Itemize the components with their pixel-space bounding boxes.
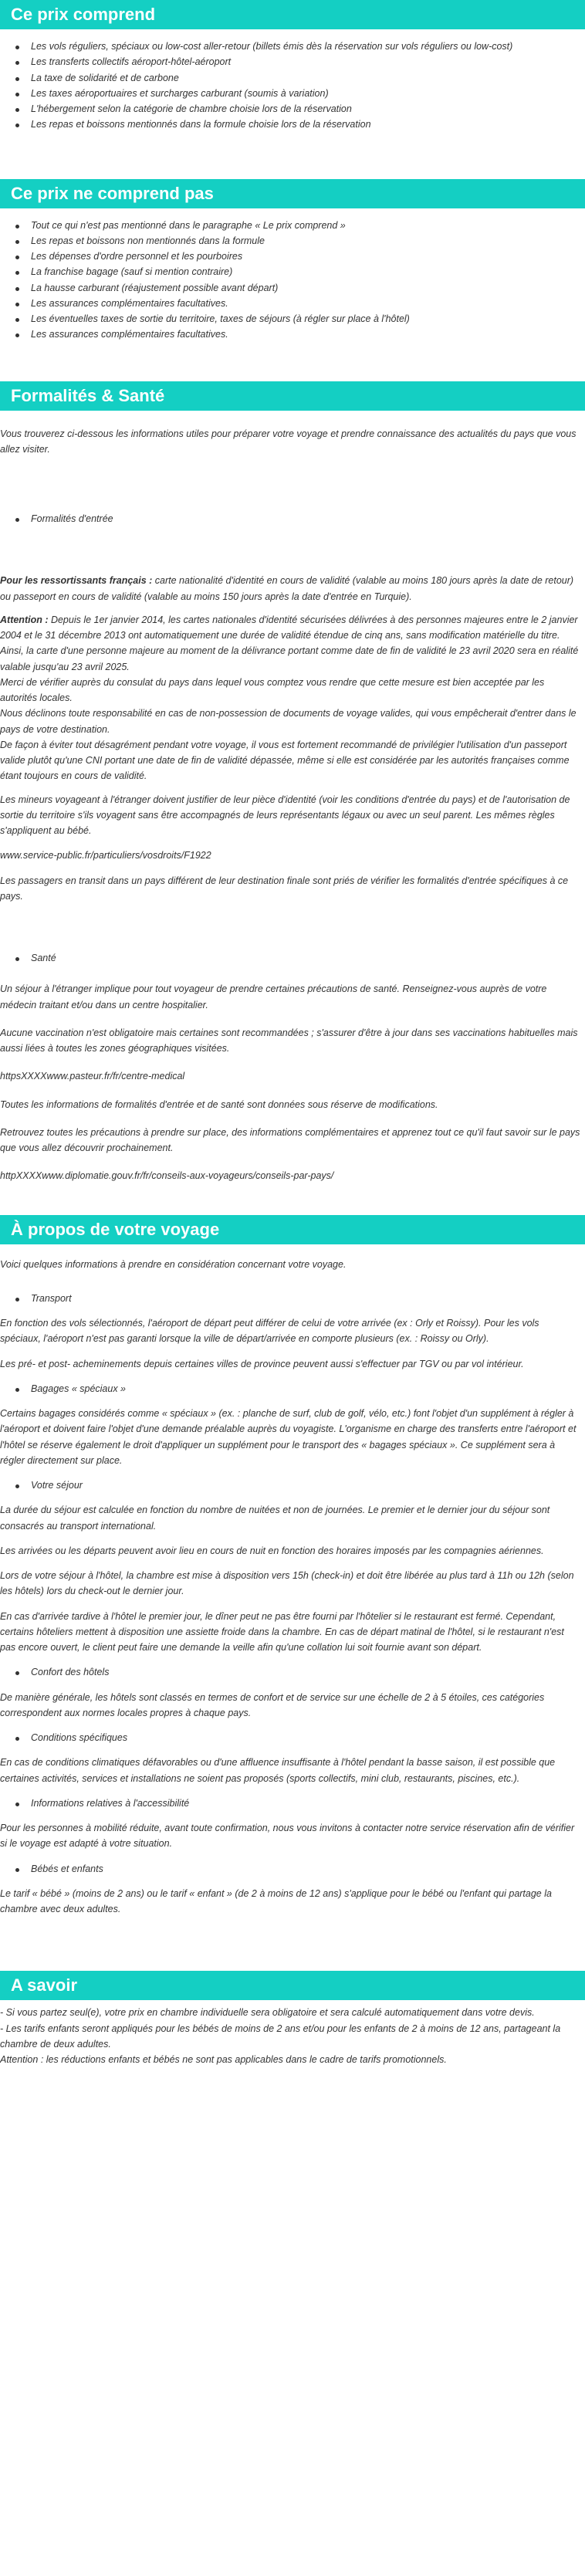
formalites-intro: Vous trouverez ci-dessous les informations utiles pour préparer votre voyage et prendre connaissance des actualités du pays que vous allez visiter.	[0, 428, 577, 455]
vaccination-paragraph: Aucune vaccination n'est obligatoire mais certaines sont recommandées ; s'assurer d'être à jour dans ses vaccinations habituelles mais aussi liées à toutes les zones géographiques visitées.	[0, 1027, 578, 1054]
list-item: Les assurances complémentaires facultatives.	[0, 296, 585, 311]
accessibilite-paragraph: Pour les personnes à mobilité réduite, avant toute confirmation, nous vous invitons à contacter notre service réservation afin de vérifier si le voyage est adapté à votre situation.	[0, 1823, 575, 1850]
facon-paragraph: De façon à éviter tout désagrément pendant votre voyage, il vous est fortement recommandé de privilégier l'utilisation d'un passeport valide plutôt qu'une CNI portant une date de fin de validité dépassée, même si elle est considérée par les autorités françaises comme étant toujours en cours de validité.	[0, 739, 570, 782]
diplomatie-link[interactable]: httpXXXXwww.diplomatie.gouv.fr/fr/conseils-aux-voyageurs/conseils-par-pays/	[0, 1170, 334, 1182]
a-savoir-line-3: Attention : les réductions enfants et bébés ne sont pas applicables dans le cadre de tarifs promotionnels.	[0, 2054, 447, 2065]
list-item: Les repas et boissons mentionnés dans la formule choisie lors de la réservation	[0, 117, 585, 132]
prix-comprend-list	[0, 39, 585, 133]
ressortissants-label: Pour les ressortissants français :	[0, 575, 153, 587]
attention-label: Attention :	[0, 614, 49, 625]
transport-heading: Transport	[0, 1291, 585, 1306]
reserve-paragraph: Toutes les informations de formalités d'entrée et de santé sont données sous réserve de modifications.	[0, 1098, 438, 1110]
section-title-a-propos-voyage: À propos de votre voyage	[0, 1215, 585, 1244]
retrouvez-paragraph: Retrouvez toutes les précautions à prendre sur place, des informations complémentaires et apprenez tout ce qu'il faut savoir sur le pays que vous allez découvrir prochainement.	[0, 1126, 580, 1153]
list-item: Les dépenses d'ordre personnel et les pourboires	[0, 249, 585, 264]
list-item: Tout ce qui n'est pas mentionné dans le paragraphe « Le prix comprend »	[0, 218, 585, 233]
list-item: La hausse carburant (réajustement possible avant départ)	[0, 280, 585, 296]
section-title-a-savoir: A savoir	[0, 1971, 585, 2000]
conditions-paragraph: En cas de conditions climatiques défavorables ou d'une affluence insuffisante à l'hôtel pendant la basse saison, il est possible que certaines activités, services et installations ne soient pas proposés (sports collectifs, mini club, restaurants, piscines, etc.).	[0, 1757, 556, 1784]
list-item: La taxe de solidarité et de carbone	[0, 70, 585, 86]
list-item: L'hébergement selon la catégorie de chambre choisie lors de la réservation	[0, 101, 585, 117]
transit-paragraph: Les passagers en transit dans un pays différent de leur destination finale sont priés de vérifier les formalités d'entrée spécifiques à ce pays.	[0, 875, 569, 902]
formalites-entree-heading: Formalités d'entrée	[0, 511, 585, 526]
list-item: La franchise bagage (sauf si mention contraire)	[0, 264, 585, 279]
mineurs-paragraph: Les mineurs voyageant à l'étranger doivent justifier de leur pièce d'identité (voir les conditions d'entrée du pays) et de l'autorisation de sortie du territoire s'ils voyagent sans être accompagnés de leurs représentants légaux ou avec un seul parent. Les mêmes règles s'appliquent au bébé.	[0, 794, 570, 836]
prix-ne-comprend-pas-list	[0, 218, 585, 343]
bagages-heading: Bagages « spéciaux »	[0, 1381, 585, 1396]
list-item: Les assurances complémentaires facultatives.	[0, 327, 585, 342]
sejour-paragraph-2: Les arrivées ou les départs peuvent avoir lieu en cours de nuit en fonction des horaires imposés par les compagnies aériennes.	[0, 1545, 544, 1556]
sejour-heading: Votre séjour	[0, 1478, 585, 1493]
conditions-heading: Conditions spécifiques	[0, 1730, 585, 1745]
transport-paragraph-2: Les pré- et post- acheminements depuis certaines villes de province peuvent aussi s'effectuer par TGV ou par vol intérieur.	[0, 1358, 524, 1369]
sante-intro: Un séjour à l'étranger implique pour tout voyageur de prendre certaines précautions de santé. Renseignez-vous auprès de votre médecin traitant et/ou dans un centre hospitalier.	[0, 983, 547, 1010]
transport-paragraph-1: En fonction des vols sélectionnés, l'aéroport de départ peut différer de celui de votre arrivée (ex : Orly et Roissy). Pour les vols spéciaux, l'aéroport n'est pas garanti lorsque la ville de départ/arrivée en comporte plusieurs (ex. : Roissy ou Orly).	[0, 1318, 539, 1345]
confort-paragraph: De manière générale, les hôtels sont classés en termes de confort et de service sur une échelle de 2 à 5 étoiles, ces catégories correspondent aux normes locales propres à chaque pays.	[0, 1691, 545, 1718]
sante-heading: Santé	[0, 950, 585, 966]
confort-heading: Confort des hôtels	[0, 1664, 585, 1680]
section-title-prix-comprend: Ce prix comprend	[0, 0, 585, 29]
declinons-paragraph: Nous déclinons toute responsabilité en cas de non-possession de documents de voyage valides, qui vous empêcherait d'entrer dans le pays de votre destination.	[0, 708, 577, 735]
list-item: Les taxes aéroportuaires et surcharges carburant (soumis à variation)	[0, 86, 585, 101]
bagages-paragraph: Certains bagages considérés comme « spéciaux » (ex. : planche de surf, club de golf, vélo, etc.) font l'objet d'un supplément à régler à l'aéroport et doivent faire l'objet d'une demande préalable auprès du voyagiste. L'organisme en charge des transferts entre l'aéroport et l'hôtel se réserve également le droit d'appliquer un supplément pour le transport des « bagages spéciaux ». Ce supplément sera à régler directement sur place.	[0, 1408, 577, 1466]
sejour-paragraph-4: En cas d'arrivée tardive à l'hôtel le premier jour, le dîner peut ne pas être fourni par l'hôtelier si le restaurant est fermé. Cependant, certains hôteliers mettent à disposition une assiette froide dans la chambre. En cas de départ matinal de l'hôtel, si le restaurant n'est pas encore ouvert, le client peut faire une demande la veille afin qu'une collation lui soit fournie avant son départ.	[0, 1610, 564, 1653]
list-item: Les vols réguliers, spéciaux ou low-cost aller-retour (billets émis dès la réservation sur vols réguliers ou low-cost)	[0, 39, 585, 54]
attention-text: Depuis le 1er janvier 2014, les cartes nationales d'identité sécurisées délivrées à des personnes majeures entre le 2 janvier 2004 et le 31 décembre 2013 ont automatiquement une durée de validité étendue de cinq ans, sans modification matérielle du titre. Ainsi, la carte d'une personne majeure au moment de la délivrance portant comme date de fin de validité le 23 avril 2020 sera en réalité valable jusqu'au 23 avril 2025.	[0, 614, 579, 672]
accessibilite-heading: Informations relatives à l'accessibilité	[0, 1796, 585, 1811]
ressortissants-francais-paragraph	[0, 573, 585, 604]
list-item: Les éventuelles taxes de sortie du territoire, taxes de séjours (à régler sur place à l'hôtel)	[0, 311, 585, 327]
bebes-paragraph: Le tarif « bébé » (moins de 2 ans) ou le tarif « enfant » (de 2 à moins de 12 ans) s'applique pour le bébé ou l'enfant qui partage la chambre avec deux adultes.	[0, 1887, 552, 1914]
list-item: Les repas et boissons non mentionnés dans la formule	[0, 233, 585, 249]
section-title-formalites-sante: Formalités & Santé	[0, 381, 585, 411]
sejour-paragraph-1: La durée du séjour est calculée en fonction du nombre de nuitées et non de journées. Le premier et le dernier jour du séjour sont consacrés au transport international.	[0, 1505, 550, 1532]
bebes-heading: Bébés et enfants	[0, 1861, 585, 1877]
service-public-link[interactable]: www.service-public.fr/particuliers/vosdroits/F1922	[0, 850, 211, 861]
sejour-paragraph-3: Lors de votre séjour à l'hôtel, la chambre est mise à disposition vers 15h (check-in) et doit être libérée au plus tard à 11h ou 12h (selon les hôtels) lors du check-out le dernier jour.	[0, 1570, 574, 1597]
pasteur-link[interactable]: httpsXXXXwww.pasteur.fr/fr/centre-medical	[0, 1071, 185, 1082]
voyage-intro: Voici quelques informations à prendre en considération concernant votre voyage.	[0, 1258, 347, 1270]
ressortissants-text: carte nationalité d'identité en cours de validité (valable au moins 180 jours après la date de retour) ou passeport en cours de validité (valable au moins 150 jours après la date d'entrée en Turquie).	[0, 575, 574, 602]
section-title-prix-ne-comprend-pas: Ce prix ne comprend pas	[0, 179, 585, 208]
merci-paragraph: Merci de vérifier auprès du consulat du pays dans lequel vous comptez vous rendre que cette mesure est bien acceptée par les autorités locales.	[0, 676, 545, 703]
attention-paragraph	[0, 612, 585, 675]
a-savoir-line-2: - Les tarifs enfants seront appliqués pour les bébés de moins de 2 ans et/ou pour les enfants de 2 à moins de 12 ans, partageant la chambre de deux adultes.	[0, 2023, 561, 2050]
a-savoir-line-1: - Si vous partez seul(e), votre prix en chambre individuelle sera obligatoire et sera calculé automatiquement dans votre devis.	[0, 2007, 535, 2019]
list-item: Les transferts collectifs aéroport-hôtel-aéroport	[0, 54, 585, 69]
